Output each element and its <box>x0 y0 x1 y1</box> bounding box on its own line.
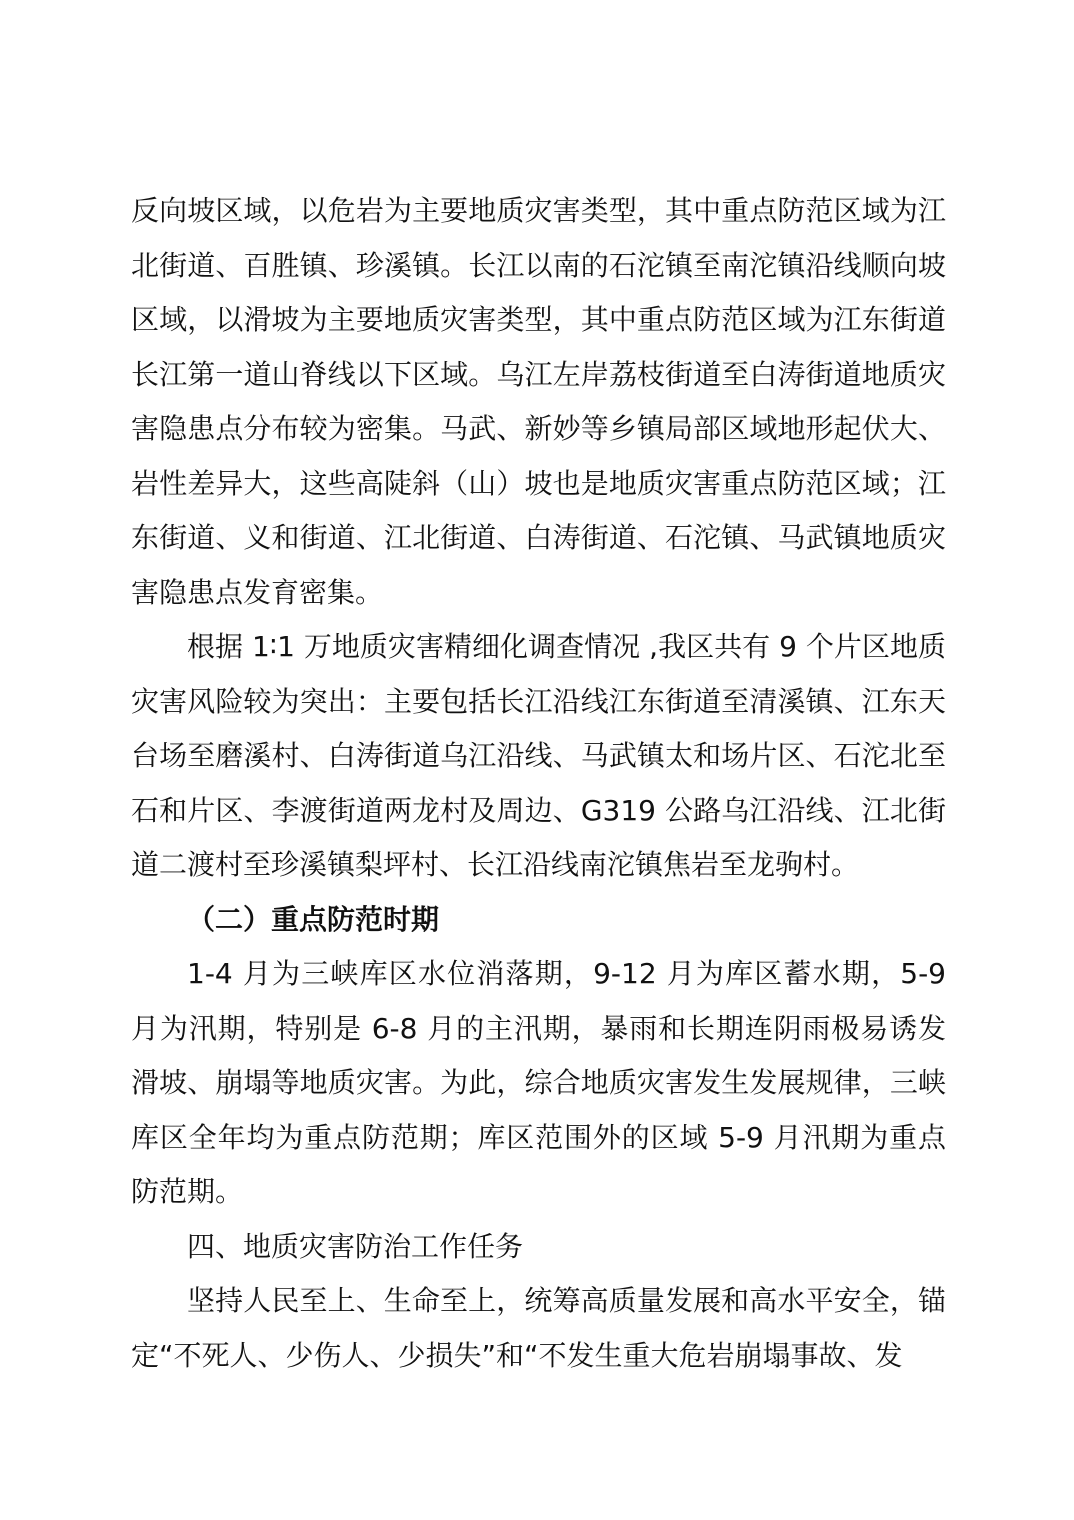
paragraph-tasks-intro: 坚持人民至上、生命至上，统筹高质量发展和高水平安全，锚定“不死人、少伤人、少损失”和“不发生重大危岩崩塌事故、发 <box>131 1284 946 1372</box>
section-heading-key-periods: （二）重点防范时期 <box>187 902 440 936</box>
paragraph-survey-results: 根据 1∶1 万地质灾害精细化调查情况 ,我区共有 9 个片区地质灾害风险较为突出：主要包括长江沿线江东街道至清溪镇、江东天台场至磨溪村、白涛街道乌江沿线、马武镇太和场片区、石沱北至石和片区、李渡街道两龙村及周边、G319 公路乌江沿线、江北街道二渡村至珍溪镇梨坪村、长江沿线南沱镇焦岩至龙驹村。 <box>131 630 946 881</box>
section-heading-tasks: 四、地质灾害防治工作任务 <box>187 1229 524 1263</box>
document-body <box>131 184 946 1383</box>
paragraph-risk-areas: 反向坡区域，以危岩为主要地质灾害类型，其中重点防范区域为江北街道、百胜镇、珍溪镇。长江以南的石沱镇至南沱镇沿线顺向坡区域，以滑坡为主要地质灾害类型，其中重点防范区域为江东街道长江第一道山脊线以下区域。乌江左岸荔枝街道至白涛街道地质灾害隐患点分布较为密集。马武、新妙等乡镇局部区域地形起伏大、岩性差异大，这些高陡斜（山）坡也是地质灾害重点防范区域；江东街道、义和街道、江北街道、白涛街道、石沱镇、马武镇地质灾害隐患点发育密集。 <box>131 194 946 609</box>
paragraph-key-periods: 1-4 月为三峡库区水位消落期，9-12 月为库区蓄水期，5-9 月为汛期，特别是 6-8 月的主汛期，暴雨和长期连阴雨极易诱发滑坡、崩塌等地质灾害。为此，综合地质灾害发生发展规律，三峡库区全年均为重点防范期；库区范围外的区域 5-9 月汛期为重点防范期。 <box>131 957 946 1208</box>
